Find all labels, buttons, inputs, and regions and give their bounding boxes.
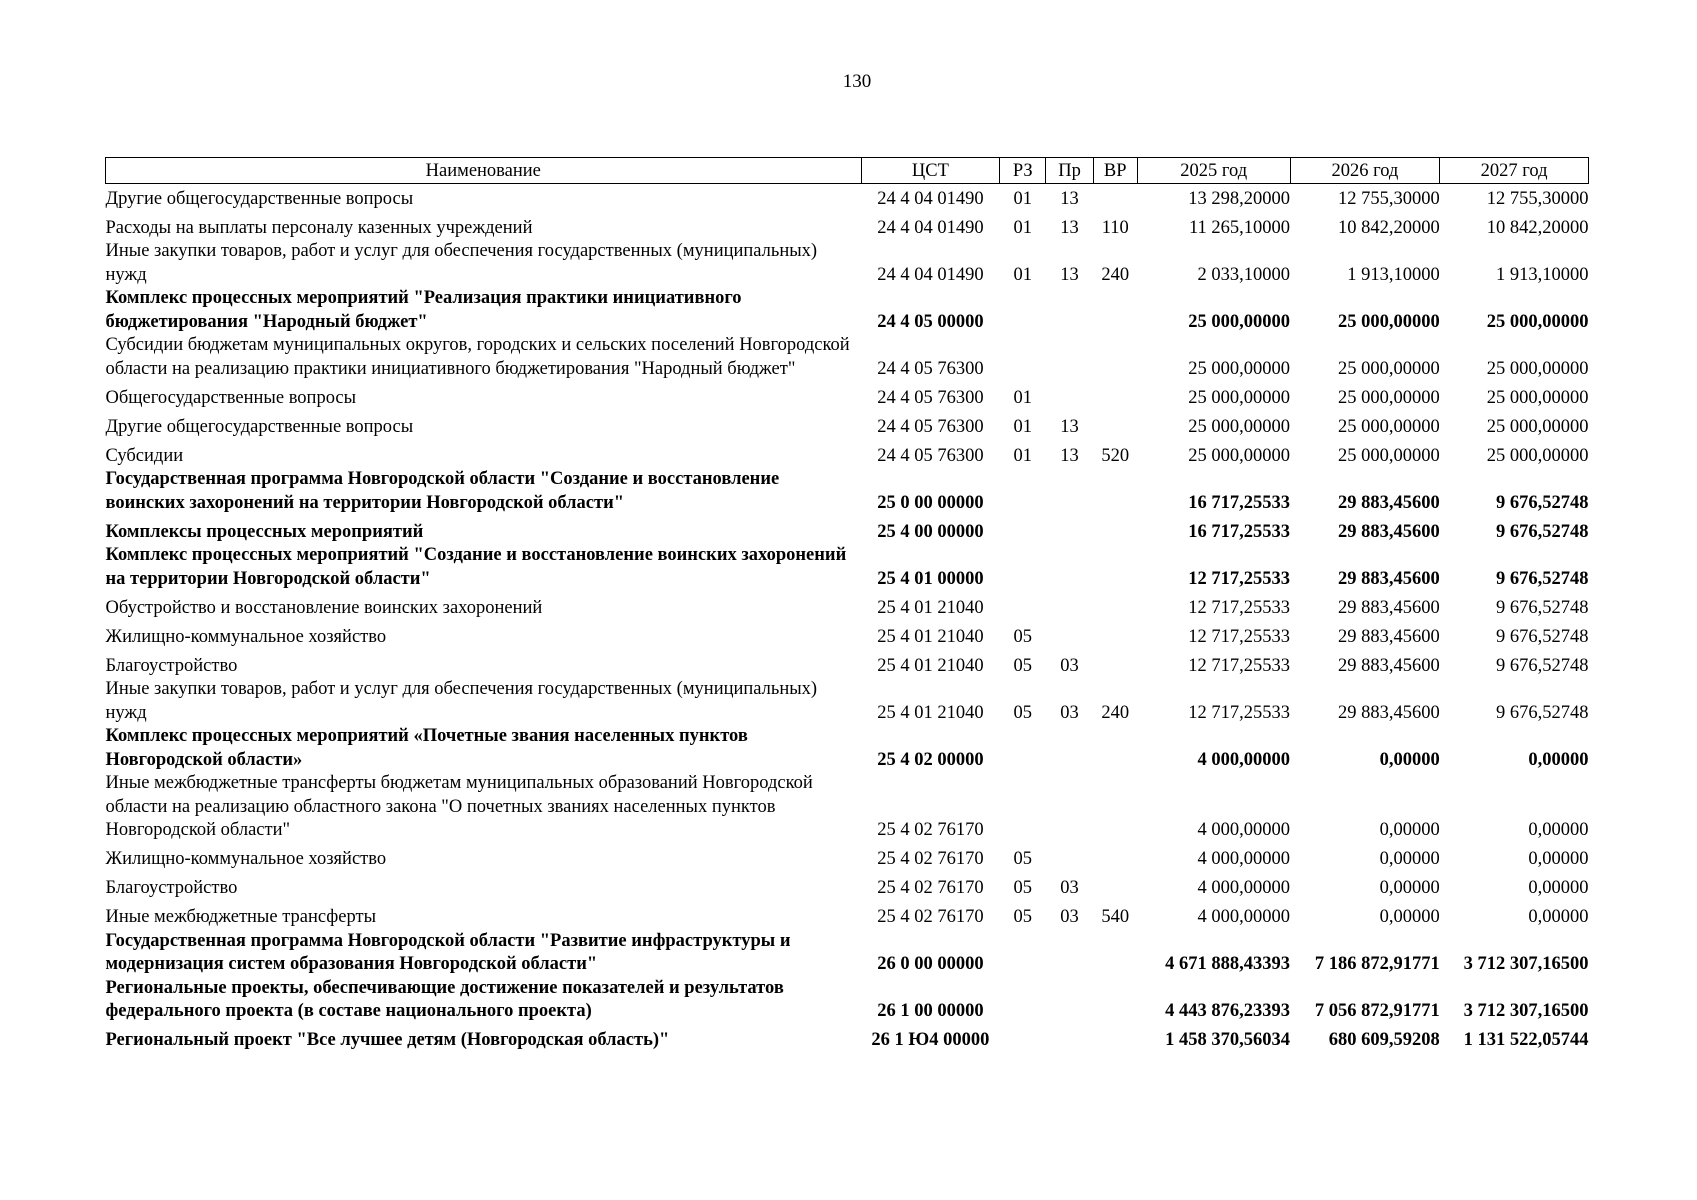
table-row <box>106 211 1589 240</box>
cell-2026: 25 000,00000 <box>1338 445 1440 466</box>
cell-2027: 25 000,00000 <box>1486 387 1589 408</box>
cell-cst: 24 4 04 01490 <box>877 217 984 238</box>
cell-2025: 12 717,25533 <box>1188 597 1291 618</box>
cell-2027: 0,00000 <box>1528 907 1589 927</box>
cell-pr <box>1046 1024 1093 1053</box>
cell-2025: 25 000,00000 <box>1188 416 1291 437</box>
cell-2025: 25 000,00000 <box>1188 311 1291 332</box>
cell-2027: 9 676,52748 <box>1496 655 1589 676</box>
cell-2026: 29 883,45600 <box>1338 626 1440 647</box>
table-row <box>106 901 1589 930</box>
table-body <box>106 184 1589 1053</box>
cell-rz <box>1000 930 1046 977</box>
cell-pr: 03 <box>1060 878 1079 898</box>
cell-pr <box>1046 287 1093 334</box>
cell-2026: 7 186 872,91771 <box>1314 954 1440 974</box>
cell-name: Благоустройство <box>105 655 238 676</box>
table-row <box>106 1024 1589 1053</box>
cell-2026: 0,00000 <box>1379 820 1440 840</box>
cell-name: Субсидии бюджетам муниципальных округов, городских и сельских поселений Новгородской области на реализацию практики инициативного бюджетирования "Народный бюджет" <box>105 335 850 379</box>
cell-2026: 0,00000 <box>1379 849 1440 869</box>
cell-2027: 9 676,52748 <box>1496 597 1589 618</box>
cell-2025: 25 000,00000 <box>1188 358 1291 379</box>
cell-2027: 0,00000 <box>1528 820 1589 840</box>
cell-pr <box>1046 620 1093 649</box>
cell-cst: 25 4 01 21040 <box>877 597 984 618</box>
cell-rz <box>1000 468 1046 515</box>
cell-2027: 9 676,52748 <box>1496 568 1589 589</box>
table-row <box>106 410 1589 439</box>
cell-rz <box>1000 977 1046 1024</box>
table-row <box>106 591 1589 620</box>
cell-cst: 25 4 01 00000 <box>877 568 984 589</box>
cell-name: Комплекс процессных мероприятий «Почетные звания населенных пунктов Новгородской области» <box>105 726 748 770</box>
cell-2025: 16 717,25533 <box>1188 521 1291 542</box>
cell-vr: 520 <box>1101 445 1130 466</box>
cell-pr <box>1046 334 1093 381</box>
page-number: 130 <box>842 71 872 92</box>
cell-2027: 0,00000 <box>1528 878 1589 898</box>
table-row <box>106 772 1589 843</box>
cell-vr <box>1093 725 1137 772</box>
cell-2027: 3 712 307,16500 <box>1463 1001 1589 1021</box>
cell-name: Комплекс процессных мероприятий "Реализация практики инициативного бюджетирования "Народный бюджет" <box>105 288 742 332</box>
cell-rz: 01 <box>1013 387 1033 408</box>
cell-2027: 9 676,52748 <box>1496 702 1589 723</box>
cell-vr <box>1093 410 1137 439</box>
cell-name: Региональный проект "Все лучшее детям (Новгородская область)" <box>105 1030 670 1050</box>
table-row <box>106 649 1589 678</box>
cell-2026: 0,00000 <box>1379 878 1440 898</box>
cell-name: Иные закупки товаров, работ и услуг для обеспечения государственных (муниципальных) нужд <box>105 241 818 285</box>
table-header-row <box>106 158 1589 184</box>
cell-cst: 25 4 02 76170 <box>877 878 984 898</box>
table-row <box>106 678 1589 725</box>
table-row <box>106 544 1589 591</box>
cell-2027: 1 131 522,05744 <box>1463 1030 1589 1050</box>
cell-vr <box>1093 334 1137 381</box>
cell-2026: 680 609,59208 <box>1328 1030 1440 1050</box>
cell-2025: 11 265,10000 <box>1188 217 1291 238</box>
cell-pr: 13 <box>1060 445 1079 466</box>
table-row <box>106 184 1589 212</box>
cell-rz: 05 <box>1013 849 1033 869</box>
header-vr: ВР <box>1093 158 1137 184</box>
cell-name: Государственная программа Новгородской области "Создание и восстановление воинских захоронений на территории Новгородской области" <box>105 469 780 513</box>
cell-vr: 240 <box>1101 264 1130 285</box>
cell-vr <box>1093 772 1137 843</box>
cell-rz <box>1000 772 1046 843</box>
cell-2025: 4 000,00000 <box>1197 820 1291 840</box>
cell-2027: 0,00000 <box>1528 749 1589 770</box>
cell-cst: 25 4 01 21040 <box>877 626 984 647</box>
cell-2026: 0,00000 <box>1379 749 1440 770</box>
cell-pr: 13 <box>1060 416 1079 437</box>
cell-rz <box>1000 334 1046 381</box>
cell-2025: 12 717,25533 <box>1188 702 1291 723</box>
cell-2027: 12 755,30000 <box>1486 188 1589 209</box>
table-row <box>106 843 1589 872</box>
table-row <box>106 872 1589 901</box>
cell-rz: 01 <box>1013 416 1033 437</box>
cell-name: Благоустройство <box>105 878 238 898</box>
table-row <box>106 381 1589 410</box>
cell-vr <box>1093 515 1137 544</box>
cell-2025: 12 717,25533 <box>1188 568 1291 589</box>
cell-name: Обустройство и восстановление воинских захоронений <box>105 597 543 618</box>
cell-name: Жилищно-коммунальное хозяйство <box>105 849 387 869</box>
cell-2026: 29 883,45600 <box>1338 597 1440 618</box>
header-rz: РЗ <box>1000 158 1046 184</box>
cell-cst: 25 4 02 76170 <box>877 820 984 840</box>
cell-pr: 03 <box>1060 655 1079 676</box>
cell-2027: 25 000,00000 <box>1486 311 1589 332</box>
cell-2026: 29 883,45600 <box>1338 521 1440 542</box>
cell-2027: 9 676,52748 <box>1496 492 1589 513</box>
cell-vr <box>1093 184 1137 212</box>
cell-vr <box>1093 930 1137 977</box>
cell-rz: 01 <box>1013 264 1033 285</box>
header-2025: 2025 год <box>1137 158 1290 184</box>
header-2027: 2027 год <box>1440 158 1589 184</box>
cell-rz <box>1000 1024 1046 1053</box>
cell-vr <box>1093 620 1137 649</box>
cell-pr: 13 <box>1060 188 1079 209</box>
cell-2027: 25 000,00000 <box>1486 416 1589 437</box>
table-row <box>106 515 1589 544</box>
cell-name: Иные межбюджетные трансферты бюджетам муниципальных образований Новгородской области на реализацию областного закона "О почетных званиях населенных пунктов Новгородской области" <box>105 773 813 840</box>
cell-name: Расходы на выплаты персоналу казенных учреждений <box>105 217 533 238</box>
table-row <box>106 287 1589 334</box>
cell-rz: 05 <box>1013 702 1033 723</box>
cell-2025: 25 000,00000 <box>1188 445 1291 466</box>
cell-2025: 16 717,25533 <box>1188 492 1291 513</box>
cell-name: Субсидии <box>105 445 184 466</box>
cell-pr <box>1046 544 1093 591</box>
cell-pr <box>1046 515 1093 544</box>
cell-cst: 24 4 05 76300 <box>877 358 984 379</box>
cell-rz: 01 <box>1013 217 1033 238</box>
cell-name: Комплекс процессных мероприятий "Создание и восстановление воинских захоронений на территории Новгородской области" <box>105 545 847 589</box>
cell-pr: 13 <box>1060 217 1079 238</box>
cell-cst: 26 1 00 00000 <box>877 1001 984 1021</box>
cell-cst: 26 0 00 00000 <box>877 954 984 974</box>
cell-cst: 25 0 00 00000 <box>877 492 984 513</box>
cell-vr <box>1093 977 1137 1024</box>
cell-cst: 24 4 05 76300 <box>877 387 984 408</box>
cell-2025: 4 000,00000 <box>1197 849 1291 869</box>
cell-pr <box>1046 381 1093 410</box>
cell-rz: 01 <box>1013 445 1033 466</box>
cell-vr <box>1093 1024 1137 1053</box>
cell-rz: 01 <box>1013 188 1033 209</box>
cell-cst: 24 4 04 01490 <box>877 264 984 285</box>
cell-2026: 29 883,45600 <box>1338 568 1440 589</box>
cell-2025: 4 443 876,23393 <box>1165 1001 1291 1021</box>
cell-2026: 29 883,45600 <box>1338 702 1440 723</box>
cell-2025: 13 298,20000 <box>1188 188 1291 209</box>
cell-name: Иные закупки товаров, работ и услуг для обеспечения государственных (муниципальных) нужд <box>105 679 818 723</box>
cell-name: Государственная программа Новгородской области "Развитие инфраструктуры и модернизация систем образования Новгородской области" <box>105 930 791 974</box>
cell-2026: 12 755,30000 <box>1338 188 1440 209</box>
cell-2026: 1 913,10000 <box>1347 264 1440 285</box>
cell-2025: 4 000,00000 <box>1197 907 1291 927</box>
budget-table <box>105 157 1589 1053</box>
table-row <box>106 240 1589 287</box>
cell-2026: 29 883,45600 <box>1338 492 1440 513</box>
table-row <box>106 468 1589 515</box>
cell-2027: 9 676,52748 <box>1496 521 1589 542</box>
cell-name: Общегосударственные вопросы <box>105 387 357 408</box>
cell-2026: 25 000,00000 <box>1338 387 1440 408</box>
cell-rz: 05 <box>1013 626 1033 647</box>
cell-vr <box>1093 287 1137 334</box>
cell-cst: 25 4 00 00000 <box>877 521 984 542</box>
cell-cst: 24 4 04 01490 <box>877 188 984 209</box>
cell-2025: 12 717,25533 <box>1188 655 1291 676</box>
cell-vr <box>1093 843 1137 872</box>
table-row <box>106 439 1589 468</box>
cell-name: Комплексы процессных мероприятий <box>105 521 424 542</box>
cell-cst: 26 1 Ю4 00000 <box>871 1030 990 1050</box>
table-row <box>106 620 1589 649</box>
cell-pr <box>1046 843 1093 872</box>
cell-2027: 9 676,52748 <box>1496 626 1589 647</box>
cell-2026: 25 000,00000 <box>1338 311 1440 332</box>
cell-2027: 10 842,20000 <box>1486 217 1589 238</box>
cell-pr <box>1046 772 1093 843</box>
cell-name: Региональные проекты, обеспечивающие достижение показателей и результатов федерального проекта (в составе национального проекта) <box>105 977 784 1021</box>
header-2026: 2026 год <box>1290 158 1440 184</box>
cell-cst: 25 4 01 21040 <box>877 655 984 676</box>
header-cst: ЦСТ <box>861 158 1000 184</box>
table-row <box>106 334 1589 381</box>
cell-name: Другие общегосударственные вопросы <box>105 416 414 437</box>
cell-rz <box>1000 544 1046 591</box>
cell-2025: 25 000,00000 <box>1188 387 1291 408</box>
cell-pr <box>1046 930 1093 977</box>
cell-2025: 12 717,25533 <box>1188 626 1291 647</box>
cell-2027: 0,00000 <box>1528 849 1589 869</box>
cell-vr <box>1093 468 1137 515</box>
cell-2026: 25 000,00000 <box>1338 358 1440 379</box>
cell-2025: 2 033,10000 <box>1197 264 1291 285</box>
cell-2025: 4 671 888,43393 <box>1165 954 1291 974</box>
cell-2027: 25 000,00000 <box>1486 358 1589 379</box>
cell-2026: 25 000,00000 <box>1338 416 1440 437</box>
cell-cst: 24 4 05 00000 <box>877 311 984 332</box>
cell-pr: 03 <box>1060 907 1079 927</box>
cell-2025: 1 458 370,56034 <box>1165 1030 1291 1050</box>
cell-2027: 1 913,10000 <box>1496 264 1589 285</box>
cell-2027: 25 000,00000 <box>1486 445 1589 466</box>
cell-rz <box>1000 725 1046 772</box>
cell-2027: 3 712 307,16500 <box>1463 954 1589 974</box>
cell-2026: 0,00000 <box>1379 907 1440 927</box>
cell-rz: 05 <box>1013 907 1033 927</box>
cell-cst: 24 4 05 76300 <box>877 416 984 437</box>
cell-cst: 24 4 05 76300 <box>877 445 984 466</box>
cell-vr: 110 <box>1101 217 1129 238</box>
header-name: Наименование <box>106 158 862 184</box>
cell-cst: 25 4 01 21040 <box>877 702 984 723</box>
cell-pr: 03 <box>1060 702 1079 723</box>
cell-rz <box>1000 515 1046 544</box>
cell-2025: 4 000,00000 <box>1197 878 1291 898</box>
cell-2026: 10 842,20000 <box>1338 217 1440 238</box>
cell-pr: 13 <box>1060 264 1079 285</box>
cell-vr <box>1093 544 1137 591</box>
cell-vr <box>1093 591 1137 620</box>
cell-vr: 540 <box>1101 907 1130 927</box>
cell-name: Другие общегосударственные вопросы <box>105 188 414 209</box>
cell-pr <box>1046 591 1093 620</box>
cell-pr <box>1046 725 1093 772</box>
cell-rz <box>1000 287 1046 334</box>
cell-pr <box>1046 977 1093 1024</box>
cell-vr <box>1093 872 1137 901</box>
table-row <box>106 725 1589 772</box>
cell-vr: 240 <box>1101 702 1130 723</box>
cell-cst: 25 4 02 76170 <box>877 849 984 869</box>
table-row <box>106 977 1589 1024</box>
header-pr: Пр <box>1046 158 1093 184</box>
cell-name: Жилищно-коммунальное хозяйство <box>105 626 387 647</box>
cell-cst: 25 4 02 76170 <box>877 907 984 927</box>
cell-vr <box>1093 649 1137 678</box>
cell-rz: 05 <box>1013 878 1033 898</box>
cell-vr <box>1093 381 1137 410</box>
cell-rz: 05 <box>1013 655 1033 676</box>
cell-2026: 7 056 872,91771 <box>1314 1001 1440 1021</box>
cell-rz <box>1000 591 1046 620</box>
cell-2025: 4 000,00000 <box>1197 749 1291 770</box>
cell-pr <box>1046 468 1093 515</box>
cell-name: Иные межбюджетные трансферты <box>105 907 377 927</box>
table-row <box>106 930 1589 977</box>
cell-cst: 25 4 02 00000 <box>877 749 984 770</box>
cell-2026: 29 883,45600 <box>1338 655 1440 676</box>
